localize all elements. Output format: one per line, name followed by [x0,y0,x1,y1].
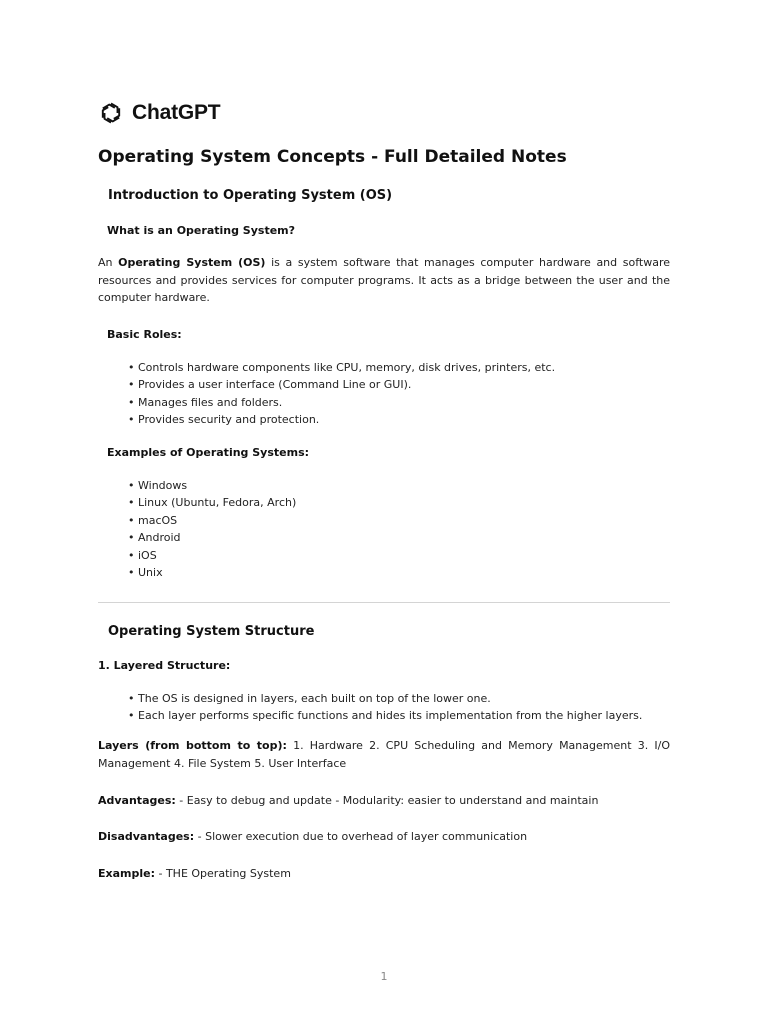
list-item: • Each layer performs specific functions and hides its implementation from the higher layers. [128,707,642,724]
page-number: 1 [380,970,388,983]
list-item: • macOS [128,512,296,529]
example-paragraph [98,865,670,883]
brand-logo [98,100,220,126]
disadvantages-label: Disadvantages: [98,830,195,843]
disadvantages-text: - Slower execution due to overhead of layer communication [194,830,528,843]
what-is-bold: Operating System (OS) [118,256,266,269]
example-text: - THE Operating System [155,867,291,880]
list-item: • Provides a user interface (Command Line or GUI). [128,376,555,393]
list-item: • Provides security and protection. [128,411,555,428]
list-item: • Linux (Ubuntu, Fedora, Arch) [128,494,296,511]
layered-list [128,690,642,725]
example-label: Example: [98,867,155,880]
what-is-post: is a system software that manages computer hardware and software resources and provides services for computer programs. It acts as a bridge between the user and the computer hardware. [98,256,670,304]
examples-heading: Examples of Operating Systems: [107,446,310,459]
list-item: • Unix [128,564,296,581]
advantages-label: Advantages: [98,794,176,807]
list-item: • Windows [128,477,296,494]
list-item: • Manages files and folders. [128,394,555,411]
list-item: • Controls hardware components like CPU, memory, disk drives, printers, etc. [128,359,555,376]
disadvantages-paragraph [98,828,670,846]
advantages-paragraph [98,792,670,810]
list-item: • iOS [128,547,296,564]
structure-heading: Operating System Structure [108,624,315,639]
what-is-heading: What is an Operating System? [107,224,296,237]
what-is-paragraph [98,254,670,307]
list-item: • Android [128,529,296,546]
brand-name: ChatGPT [132,101,221,124]
layers-label: Layers (from bottom to top): [98,739,287,752]
examples-list [128,477,296,581]
layers-text: 1. Hardware 2. CPU Scheduling and Memory Management 3. I/O Management 4. File System 5. User Interface [98,739,671,770]
basic-roles-heading: Basic Roles: [107,328,182,341]
layered-heading: 1. Layered Structure: [98,659,231,672]
section-divider [98,602,670,603]
intro-heading: Introduction to Operating System (OS) [108,188,393,203]
document-title: Operating System Concepts - Full Detailed Notes [98,147,567,167]
list-item: • The OS is designed in layers, each built on top of the lower one. [128,690,642,707]
advantages-text: - Easy to debug and update - Modularity: easier to understand and maintain [175,794,599,807]
layers-paragraph [98,737,670,772]
basic-roles-list [128,359,555,429]
openai-logo-icon [98,100,124,126]
what-is-pre: An [98,256,119,269]
